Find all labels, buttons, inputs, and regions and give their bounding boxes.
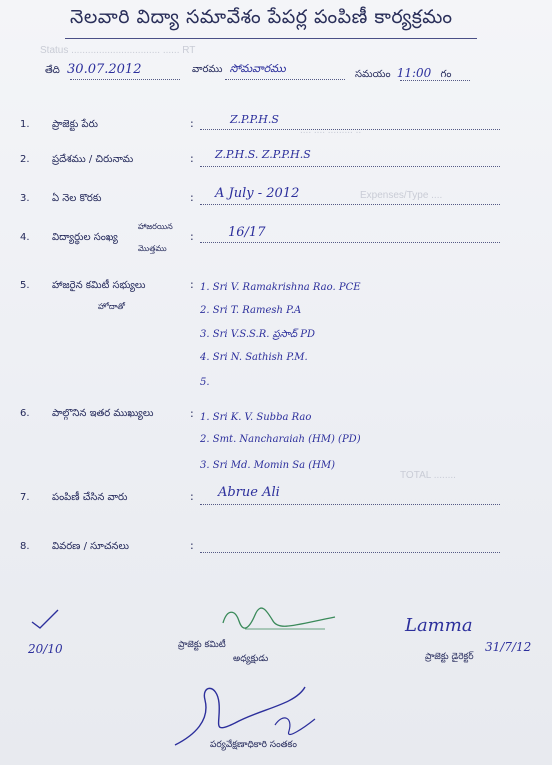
row-label: ఏ నెల కొరకు [52,193,102,204]
row-dots [200,166,500,167]
row-dots [200,504,500,505]
time-unit: గం [440,69,452,80]
row-number: 4. [20,232,30,243]
row-label: హాజరైన కమిటీ సభ్యులు [52,280,146,291]
supervisor-sign-label: పర్యవేక్షణాధికారి సంతకం [210,740,297,750]
location-value: Z.P.H.S. Z.P.P.H.S [215,148,311,161]
time-value: 11:00 [396,66,432,80]
row-dots [200,242,500,243]
row-label: వివరణ / సూచనలు [52,541,130,552]
background-ghost-text: TOTAL ........ [400,470,456,481]
row-number: 2. [20,154,30,165]
row-label: విద్యార్థుల సంఖ్య [52,232,118,243]
row-number: 1. [20,119,30,130]
left-margin-note: 20/10 [28,642,63,656]
background-ghost-text: Status ................................ ...... RT [40,45,196,56]
month-value: A July - 2012 [215,186,300,201]
time-dots [400,80,470,81]
participant: 3. Sri Md. Momin Sa (HM) [200,460,336,471]
row-colon: : [190,278,194,291]
committee-member: 5. [200,377,210,388]
project-name-value: Z.P.P.H.S [230,113,279,126]
row-number: 3. [20,193,30,204]
row-number: 7. [20,492,30,503]
row-number: 8. [20,541,30,552]
participant: 2. Smt. Nancharaiah (HM) (PD) [200,434,361,445]
row-colon: : [190,230,194,243]
participant: 1. Sri K. V. Subba Rao [200,412,312,423]
row-colon: : [190,191,194,204]
designation-sublabel: హోదాతో [98,302,125,311]
date-label: తేది [45,65,60,76]
row-dots [200,552,500,553]
row-colon: : [190,490,194,503]
row-label: ప్రదేశము / చిరునామ [52,154,134,165]
day-value: సోమవారము [229,62,286,75]
row-number: 6. [20,408,30,419]
director-signature: Lamma [405,615,473,636]
row-number: 5. [20,280,30,291]
time-label: సమయం [355,69,391,80]
row-colon: : [190,117,194,130]
student-count-value: 16/17 [228,225,266,240]
date-dots [70,79,180,80]
director-sign-date: 31/7/12 [485,640,532,654]
background-ghost-text: Expenses/Type .... [360,190,443,201]
committee-member: 1. Sri V. Ramakrishna Rao. PCE [200,282,361,293]
committee-sign-label: ప్రాజెక్టు కమిటీ [178,640,226,650]
row-colon: : [190,407,194,420]
date-line [45,62,141,78]
committee-member: 4. Sri N. Sathish P.M. [200,352,308,363]
day-line [192,62,286,78]
committee-signature-icon [215,603,345,633]
day-dots [225,79,345,80]
row-colon: : [190,539,194,552]
row-dots [200,129,500,130]
distributor-value: Abrue Ali [218,485,280,500]
title-underline [65,38,477,39]
director-sign-label: ప్రాజెక్టు డైరెక్టర్ [425,652,474,662]
form-title: నెలవారి విద్యా సమావేశం పేపర్ల పంపిణీ కార్యక్రమం [70,6,453,28]
committee-member: 2. Sri T. Ramesh P.A [200,305,302,316]
tick-mark-icon [30,608,60,630]
row-colon: : [190,152,194,165]
attendance-sublabel-bottom: మొత్తము [138,244,167,253]
row-dots [200,204,500,205]
background-ghost-text: .... .... ......... .. [300,125,362,136]
date-value: 30.07.2012 [67,62,142,77]
committee-member: 3. Sri V.S.S.R. ప్రసాద్ PD [200,329,316,340]
row-label: ప్రాజెక్టు పేరు [52,119,98,130]
day-label: వారము [192,64,223,75]
row-label: పాల్గొనిన ఇతర ముఖ్యులు [52,408,154,419]
row-label: పంపిణీ చేసిన వారు [52,492,128,503]
attendance-sublabel-top: హాజరయిన [138,222,173,231]
committee-sign-sublabel: అధ్యక్షుడు [233,654,269,664]
